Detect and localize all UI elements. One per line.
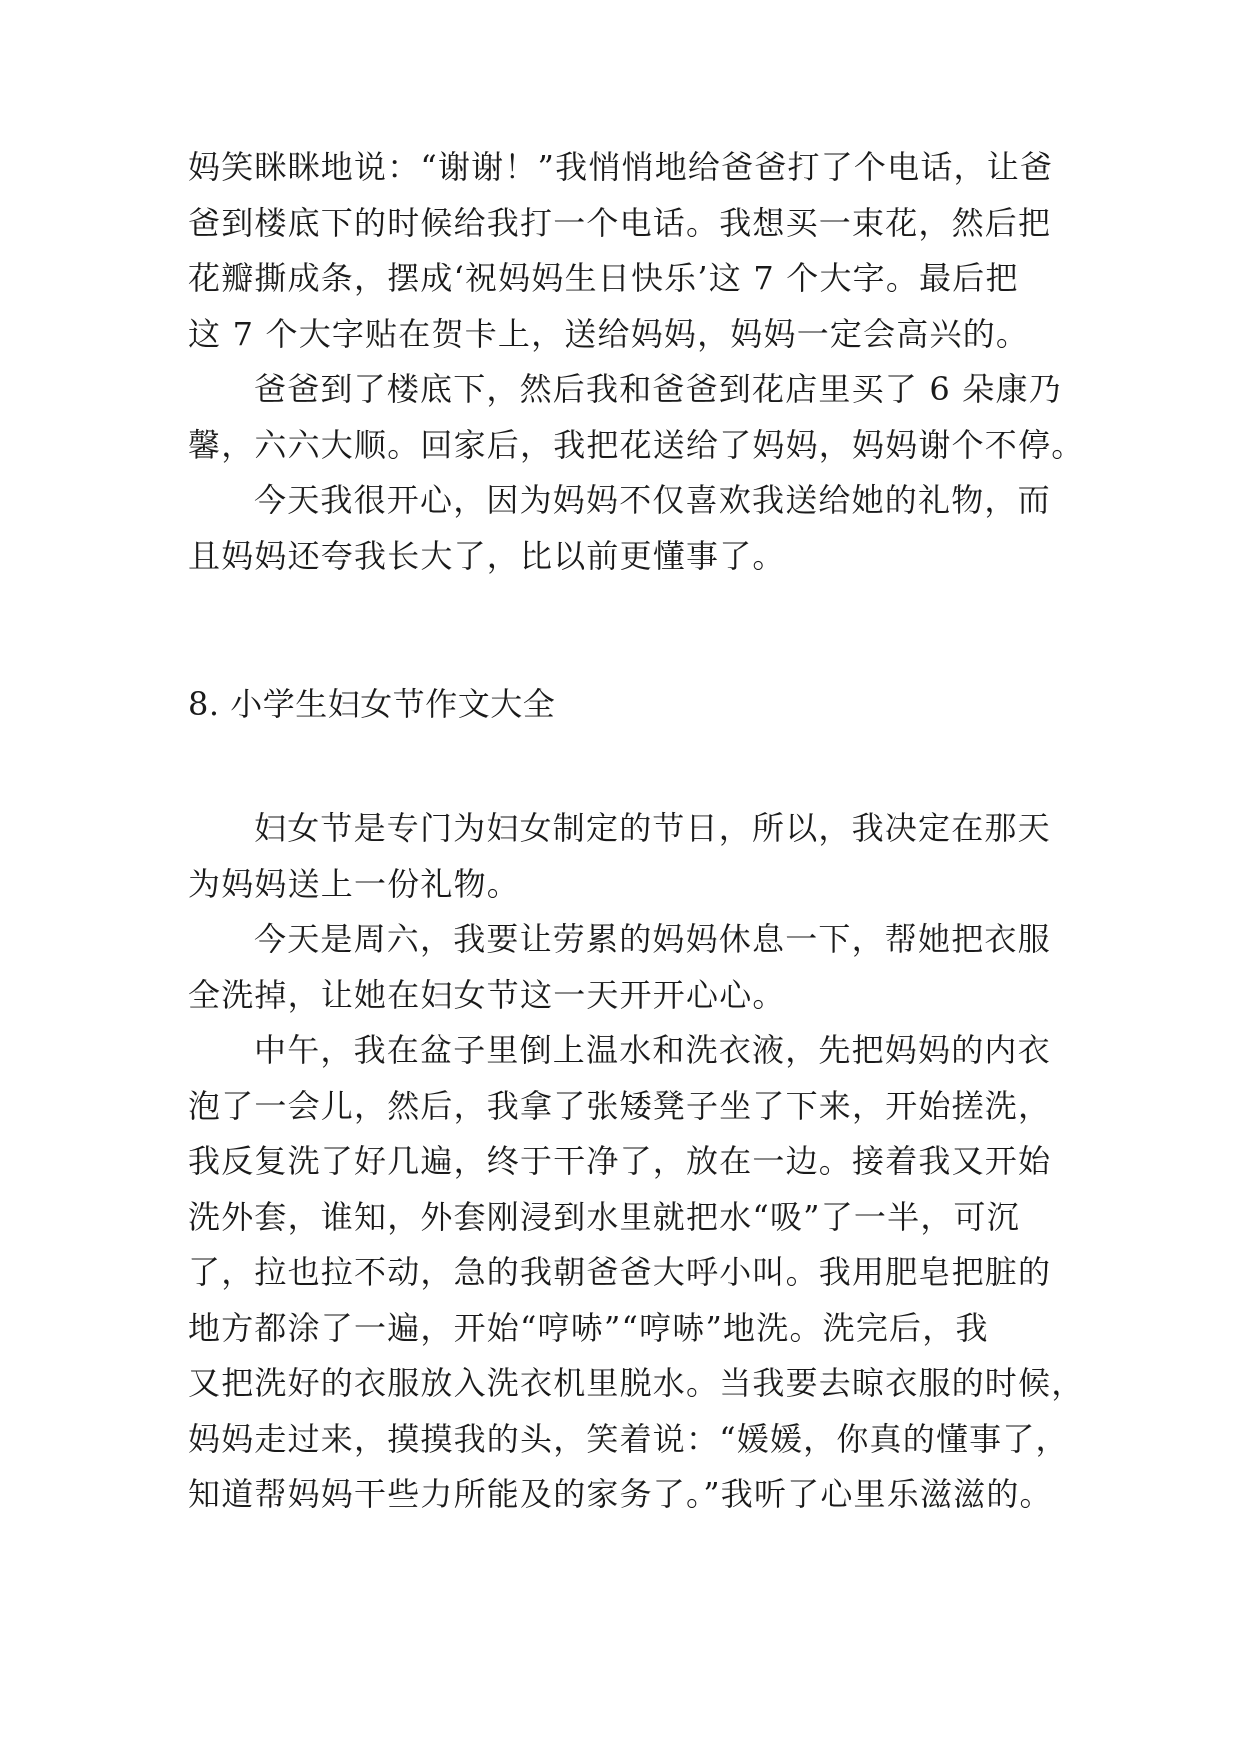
text-line: 又把洗好的衣服放入洗衣机里脱水。当我要去晾衣服的时候， bbox=[188, 1364, 1085, 1402]
text-line: 且妈妈还夸我长大了，比以前更懂事了。 bbox=[188, 536, 786, 575]
paragraph-start-line: 妇女节是专门为妇女制定的节日，所以，我决定在那天 bbox=[254, 809, 1051, 847]
text-line: 知道帮妈妈干些力所能及的家务了。”我听了心里乐滋滋的。 bbox=[188, 1475, 1053, 1513]
text-line: 了，拉也拉不动，急的我朝爸爸大呼小叫。我用肥皂把脏的 bbox=[188, 1253, 1052, 1291]
text-line: 洗外套，谁知，外套刚浸到水里就把水“吸”了一半，可沉 bbox=[188, 1197, 1020, 1236]
paragraph-start-line: 今天是周六，我要让劳累的妈妈休息一下，帮她把衣服 bbox=[254, 920, 1051, 958]
text-line: 为妈妈送上一份礼物。 bbox=[188, 864, 521, 903]
essay-continuation bbox=[188, 140, 1085, 584]
text-line: 地方都涂了一遍，开始“哼哧”“哼哧”地洗。洗完后，我 bbox=[188, 1308, 989, 1347]
text-line: 这 7 个大字贴在贺卡上，送给妈妈，妈妈一定会高兴的。 bbox=[188, 314, 1030, 353]
text-line: 馨，六六大顺。回家后，我把花送给了妈妈，妈妈谢个不停。 bbox=[188, 425, 1085, 464]
essay-body bbox=[188, 801, 1085, 1523]
text-line: 花瓣撕成条，摆成‘祝妈妈生日快乐’这 7 个大字。最后把 bbox=[188, 259, 1019, 297]
paragraph-start-line: 爸爸到了楼底下，然后我和爸爸到花店里买了 6 朵康乃 bbox=[254, 370, 1062, 408]
text-line: 妈妈走过来，摸摸我的头，笑着说：“媛媛，你真的懂事了， bbox=[188, 1419, 1069, 1458]
paragraph-start-line: 今天我很开心，因为妈妈不仅喜欢我送给她的礼物，而 bbox=[254, 481, 1051, 519]
text-line: 泡了一会儿，然后，我拿了张矮凳子坐了下来，开始搓洗， bbox=[188, 1086, 1052, 1125]
text-line: 爸到楼底下的时候给我打一个电话。我想买一束花，然后把 bbox=[188, 203, 1052, 242]
text-line: 妈笑眯眯地说：“谢谢！”我悄悄地给爸爸打了个电话，让爸 bbox=[188, 148, 1054, 186]
text-line: 全洗掉，让她在妇女节这一天开开心心。 bbox=[188, 975, 786, 1014]
text-line: 我反复洗了好几遍，终于干净了，放在一边。接着我又开始 bbox=[188, 1142, 1052, 1180]
paragraph-start-line: 中午，我在盆子里倒上温水和洗衣液，先把妈妈的内衣 bbox=[254, 1031, 1051, 1069]
section-heading: 8. 小学生妇女节作文大全 bbox=[188, 685, 556, 723]
